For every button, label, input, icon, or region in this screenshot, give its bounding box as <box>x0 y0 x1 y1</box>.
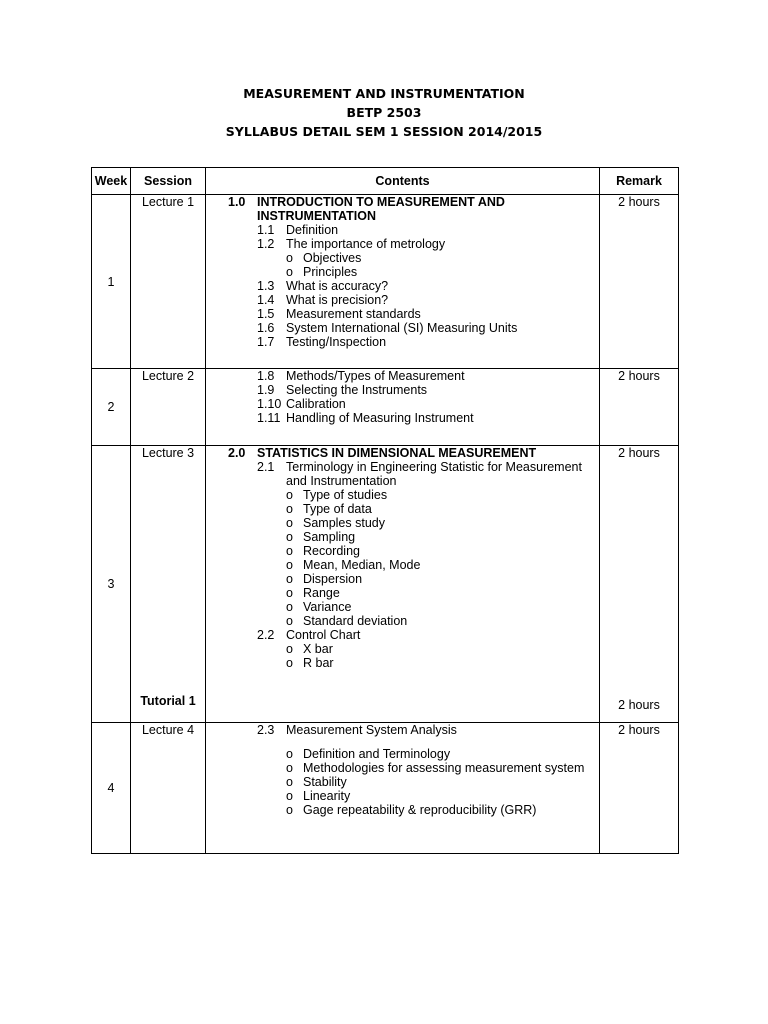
bullet-icon: o <box>286 747 293 761</box>
week-cell: 2 <box>92 369 131 446</box>
bullet-item: Objectives <box>303 251 362 265</box>
table-row <box>92 723 679 854</box>
section-heading: INTRODUCTION TO MEASUREMENT AND INSTRUMENTATION <box>257 195 505 223</box>
title-course: MEASUREMENT AND INSTRUMENTATION <box>243 86 525 101</box>
heading-number: 1.0 <box>228 195 246 209</box>
bullet-item: Sampling <box>303 530 356 544</box>
header-contents: Contents <box>206 168 600 195</box>
item-number: 2.1 <box>257 460 275 474</box>
syllabus-table <box>91 167 679 854</box>
bullet-icon: o <box>286 516 293 530</box>
list-item: Terminology in Engineering Statistic for Measurement and Instrumentation <box>286 460 582 488</box>
list-item: Selecting the Instruments <box>286 383 428 397</box>
document-title <box>0 86 768 143</box>
session-cell <box>131 369 206 446</box>
bullet-item: X bar <box>303 642 333 656</box>
bullet-icon: o <box>286 572 293 586</box>
list-item: What is precision? <box>286 293 389 307</box>
bullet-icon: o <box>286 558 293 572</box>
list-item: Control Chart <box>286 628 361 642</box>
bullet-icon: o <box>286 265 293 279</box>
bullet-item: Dispersion <box>303 572 363 586</box>
item-number: 1.2 <box>257 237 275 251</box>
week-cell: 3 <box>92 446 131 723</box>
bullet-item: Samples study <box>303 516 385 530</box>
session-label: Lecture 4 <box>141 723 195 737</box>
week-cell: 4 <box>92 723 131 854</box>
bullet-icon: o <box>286 251 293 265</box>
item-number: 1.8 <box>257 369 275 383</box>
bullet-icon: o <box>286 656 293 670</box>
item-number: 1.11 <box>257 411 281 425</box>
tutorial-label: Tutorial 1 <box>140 694 196 708</box>
list-item: Definition <box>286 223 339 237</box>
list-item: Measurement System Analysis <box>286 723 457 737</box>
bullet-icon: o <box>286 502 293 516</box>
table-row <box>92 195 679 369</box>
bullet-item: Variance <box>303 600 352 614</box>
section-heading: STATISTICS IN DIMENSIONAL MEASUREMENT <box>257 446 537 460</box>
title-code: BETP 2503 <box>346 105 422 120</box>
bullet-icon: o <box>286 614 293 628</box>
item-number: 1.7 <box>257 335 275 349</box>
remark-lecture: 2 hours <box>618 446 660 460</box>
bullet-icon: o <box>286 488 293 502</box>
bullet-item: Type of studies <box>303 488 388 502</box>
bullet-item: R bar <box>303 656 334 670</box>
session-cell <box>131 195 206 369</box>
contents-cell <box>206 723 600 854</box>
bullet-item: Definition and Terminology <box>303 747 451 761</box>
bullet-icon: o <box>286 761 293 775</box>
bullet-item: Mean, Median, Mode <box>303 558 421 572</box>
bullet-icon: o <box>286 530 293 544</box>
bullet-icon: o <box>286 803 293 817</box>
header-session: Session <box>131 168 206 195</box>
session-cell <box>131 446 206 723</box>
bullet-item: Standard deviation <box>303 614 408 628</box>
item-number: 1.3 <box>257 279 275 293</box>
bullet-item: Recording <box>303 544 360 558</box>
bullet-item: Stability <box>303 775 347 789</box>
contents-cell <box>206 446 600 723</box>
remark-cell: 2 hours <box>600 195 679 369</box>
bullet-icon: o <box>286 544 293 558</box>
table-header-row <box>92 168 679 195</box>
header-remark: Remark <box>600 168 679 195</box>
bullet-icon: o <box>286 789 293 803</box>
session-label: Lecture 1 <box>141 195 195 209</box>
list-item: Methods/Types of Measurement <box>286 369 465 383</box>
heading-number: 2.0 <box>228 446 246 460</box>
session-cell <box>131 723 206 854</box>
list-item: Testing/Inspection <box>286 335 387 349</box>
list-item: The importance of metrology <box>286 237 446 251</box>
item-number: 1.4 <box>257 293 275 307</box>
item-number: 1.9 <box>257 383 275 397</box>
remark-cell <box>600 446 679 723</box>
bullet-item: Linearity <box>303 789 351 803</box>
contents-cell <box>206 195 600 369</box>
table-row <box>92 369 679 446</box>
week-cell: 1 <box>92 195 131 369</box>
item-number: 1.10 <box>257 397 282 411</box>
bullet-item: Principles <box>303 265 358 279</box>
header-week: Week <box>92 168 131 195</box>
bullet-item: Type of data <box>303 502 372 516</box>
item-number: 1.6 <box>257 321 275 335</box>
bullet-icon: o <box>286 642 293 656</box>
list-item: System International (SI) Measuring Units <box>286 321 518 335</box>
session-label: Lecture 3 <box>141 446 195 460</box>
bullet-item: Gage repeatability & reproducibility (GRR) <box>303 803 537 817</box>
remark-cell: 2 hours <box>600 723 679 854</box>
session-label: Lecture 2 <box>141 369 195 383</box>
remark-tutorial: 2 hours <box>618 698 660 712</box>
bullet-icon: o <box>286 586 293 600</box>
table-row <box>92 446 679 723</box>
list-item: What is accuracy? <box>286 279 389 293</box>
item-number: 1.5 <box>257 307 275 321</box>
bullet-icon: o <box>286 600 293 614</box>
bullet-item: Range <box>303 586 340 600</box>
contents-cell <box>206 369 600 446</box>
bullet-item: Methodologies for assessing measurement system <box>303 761 585 775</box>
bullet-icon: o <box>286 775 293 789</box>
item-number: 2.3 <box>257 723 275 737</box>
item-number: 2.2 <box>257 628 275 642</box>
list-item: Handling of Measuring Instrument <box>286 411 474 425</box>
list-item: Calibration <box>286 397 346 411</box>
item-number: 1.1 <box>257 223 275 237</box>
title-syllabus: SYLLABUS DETAIL SEM 1 SESSION 2014/2015 <box>225 124 543 139</box>
list-item: Measurement standards <box>286 307 421 321</box>
remark-cell: 2 hours <box>600 369 679 446</box>
